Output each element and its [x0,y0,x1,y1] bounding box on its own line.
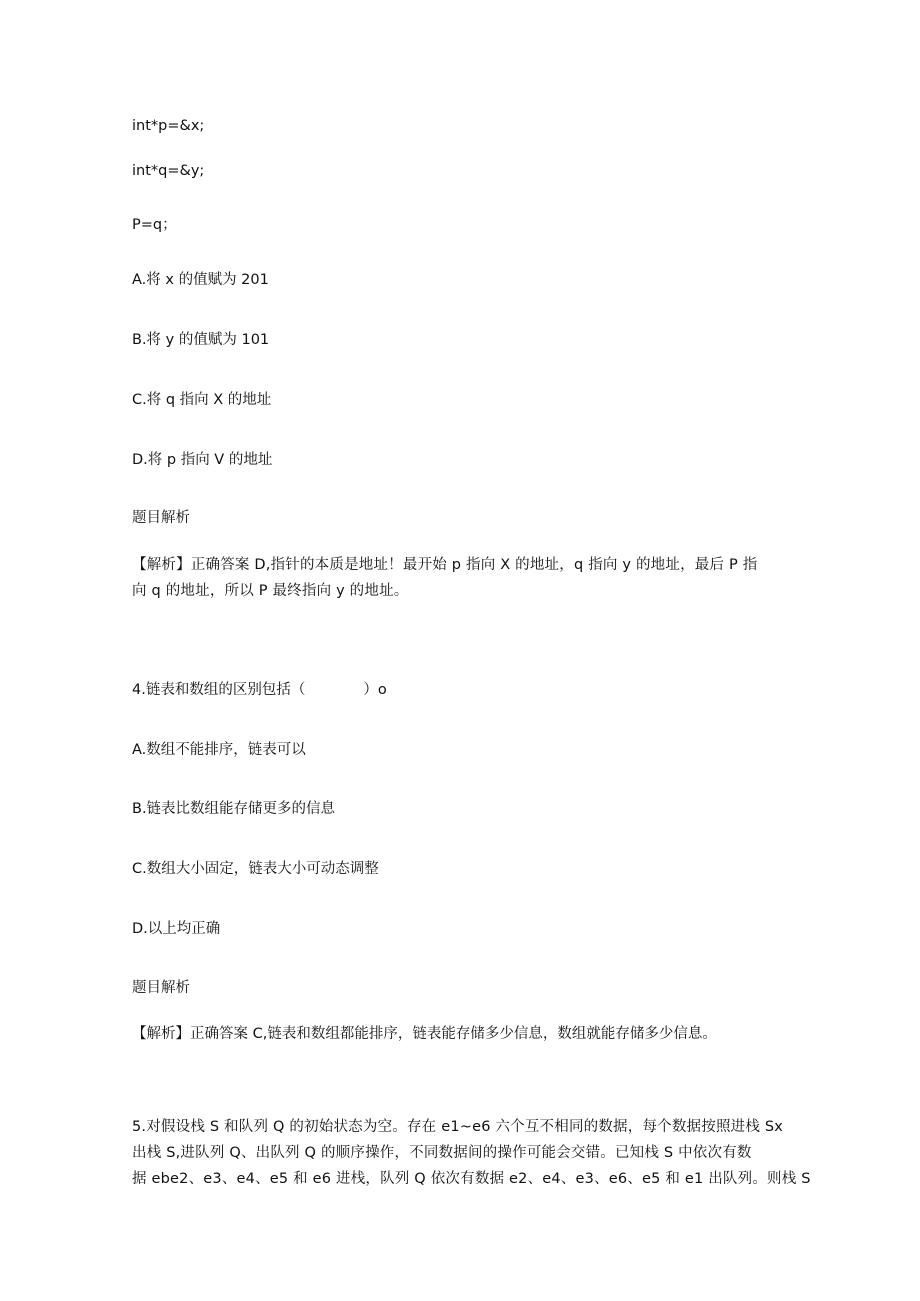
q3-analysis-line-2: 向 q 的地址，所以 P 最终指向 y 的地址。 [132,583,409,599]
code-line-2: int*q=&y; [132,163,205,179]
q3-option-d: D.将 p 指向 V 的地址 [132,452,273,468]
q5-line-3: 据 ebe2、e3、e4、e5 和 e6 进栈，队列 Q 依次有数据 e2、e4、e3、e6、e5 和 e1 出队列。则栈 S [132,1171,811,1187]
q4-analysis-heading: 题目解析 [132,980,190,996]
q3-option-a: A.将 x 的值赋为 201 [132,272,269,288]
q4-option-c: C.数组大小固定，链表大小可动态调整 [132,861,379,877]
q3-option-b: B.将 y 的值赋为 101 [132,332,270,348]
q4-analysis-text: 【解析】正确答案 C,链表和数组都能排序，链表能存储多少信息，数组就能存储多少信息。 [132,1026,717,1042]
q5-question-paragraph [132,1114,811,1192]
q4-question: 4.链表和数组的区别包括（ ）o [132,682,387,698]
q4-option-a: A.数组不能排序，链表可以 [132,742,306,758]
q3-option-c: C.将 q 指向 X 的地址 [132,392,272,408]
q4-option-d: D.以上均正确 [132,921,221,937]
q3-analysis-line-1: 【解析】正确答案 D,指针的本质是地址！最开始 p 指向 X 的地址，q 指向 y 的地址，最后 P 指 [132,557,758,573]
code-line-1: int*p=&x; [132,118,205,134]
q4-option-b: B.链表比数组能存储更多的信息 [132,801,336,817]
q5-line-1: 5.对假设栈 S 和队列 Q 的初始状态为空。存在 e1~e6 六个互不相同的数据，每个数据按照进栈 Sx [132,1119,784,1135]
q5-line-2: 出栈 S,进队列 Q、出队列 Q 的顺序操作，不同数据间的操作可能会交错。已知栈 S 中依次有数 [132,1145,752,1161]
q3-analysis-paragraph [132,552,777,604]
code-line-3: P=q； [132,217,177,233]
q3-analysis-heading: 题目解析 [132,510,190,526]
